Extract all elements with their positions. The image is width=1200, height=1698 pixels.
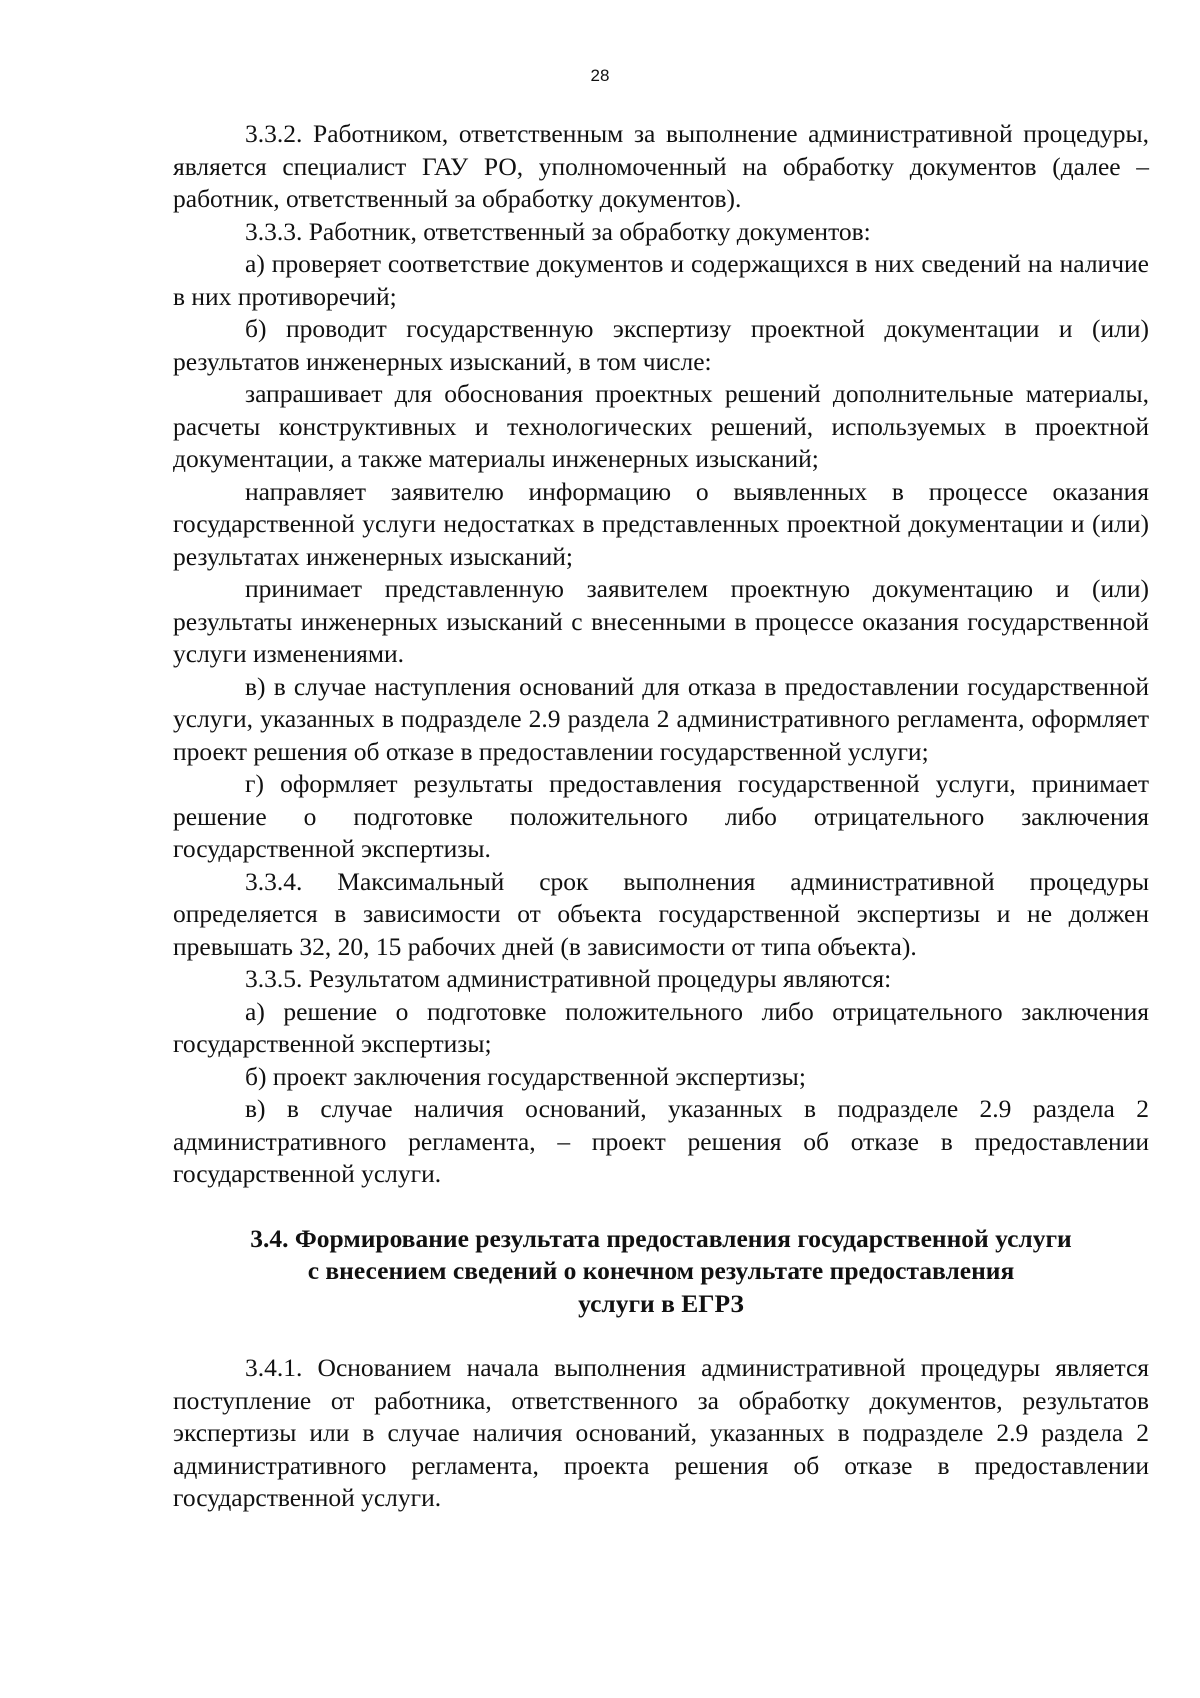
page-number: 28 [590, 66, 610, 85]
list-item-b: б) проводит государственную экспертизу проектной документации и (или) результатов инженерных изысканий, в том числе: [173, 314, 1149, 376]
paragraph-3-3-2: 3.3.2. Работником, ответственным за выполнение административной процедуры, является специалист ГАУ РО, уполномоченный на обработку документов (далее – работник, ответственный за обработку документов). [173, 119, 1149, 213]
list-item-v: в) в случае наступления оснований для отказа в предоставлении государственной услуги, указанных в подразделе 2.9 раздела 2 административного регламента, оформляет проект решения об отказе в предоставлении государственной услуги; [173, 671, 1149, 766]
sub-item-accepts: принимает представленную заявителем проектную документацию и (или) результаты инженерных изысканий с внесенными в процессе оказания государственной услуги изменениями. [173, 574, 1149, 668]
paragraph-3-3-4: 3.3.4. Максимальный срок выполнения административной процедуры определяется в зависимости от объекта государственной экспертизы и не должен превышать 32, 20, 15 рабочих дней (в зависимости от типа объекта). [173, 866, 1149, 961]
sub-item-sends: направляет заявителю информацию о выявленных в процессе оказания государственной услуги недостатках в представленных проектной документации и (или) результатах инженерных изысканий; [173, 476, 1149, 571]
sub-item-requests: запрашивает для обоснования проектных решений дополнительные материалы, расчеты конструктивных и технологических решений, используемых в проектной документации, а также материалы инженерных изысканий; [173, 379, 1149, 473]
section-heading-3-4 [173, 1223, 1149, 1321]
section-heading-line: услуги в ЕГРЗ [578, 1288, 744, 1318]
result-item-a: а) решение о подготовке положительного либо отрицательного заключения государственной экспертизы; [173, 996, 1149, 1058]
result-item-v: в) в случае наличия оснований, указанных в подразделе 2.9 раздела 2 административного регламента, – проект решения об отказе в предоставлении государственной услуги. [173, 1094, 1149, 1188]
list-item-g: г) оформляет результаты предоставления государственной услуги, принимает решение о подготовке положительного либо отрицательного заключения государственной экспертизы. [173, 769, 1149, 863]
list-item-a: а) проверяет соответствие документов и содержащихся в них сведений на наличие в них противоречий; [173, 249, 1149, 311]
paragraph-3-3-3: 3.3.3. Работник, ответственный за обработку документов: [245, 216, 871, 246]
result-item-b: б) проект заключения государственной экспертизы; [245, 1061, 806, 1091]
document-body [173, 118, 1149, 1515]
section-heading-line: 3.4. Формирование результата предоставления государственной услуги [250, 1223, 1072, 1253]
paragraph-3-4-1: 3.4.1. Основанием начала выполнения административной процедуры является поступление от работника, ответственного за обработку документов, результатов экспертизы или в случае наличия оснований, указанных в подразделе 2.9 раздела 2 административного регламента, проекта решения об отказе в предоставлении государственной услуги. [173, 1353, 1149, 1512]
paragraph-3-3-5: 3.3.5. Результатом административной процедуры являются: [245, 964, 892, 993]
section-heading-line: с внесением сведений о конечном результате предоставления [307, 1256, 1015, 1285]
